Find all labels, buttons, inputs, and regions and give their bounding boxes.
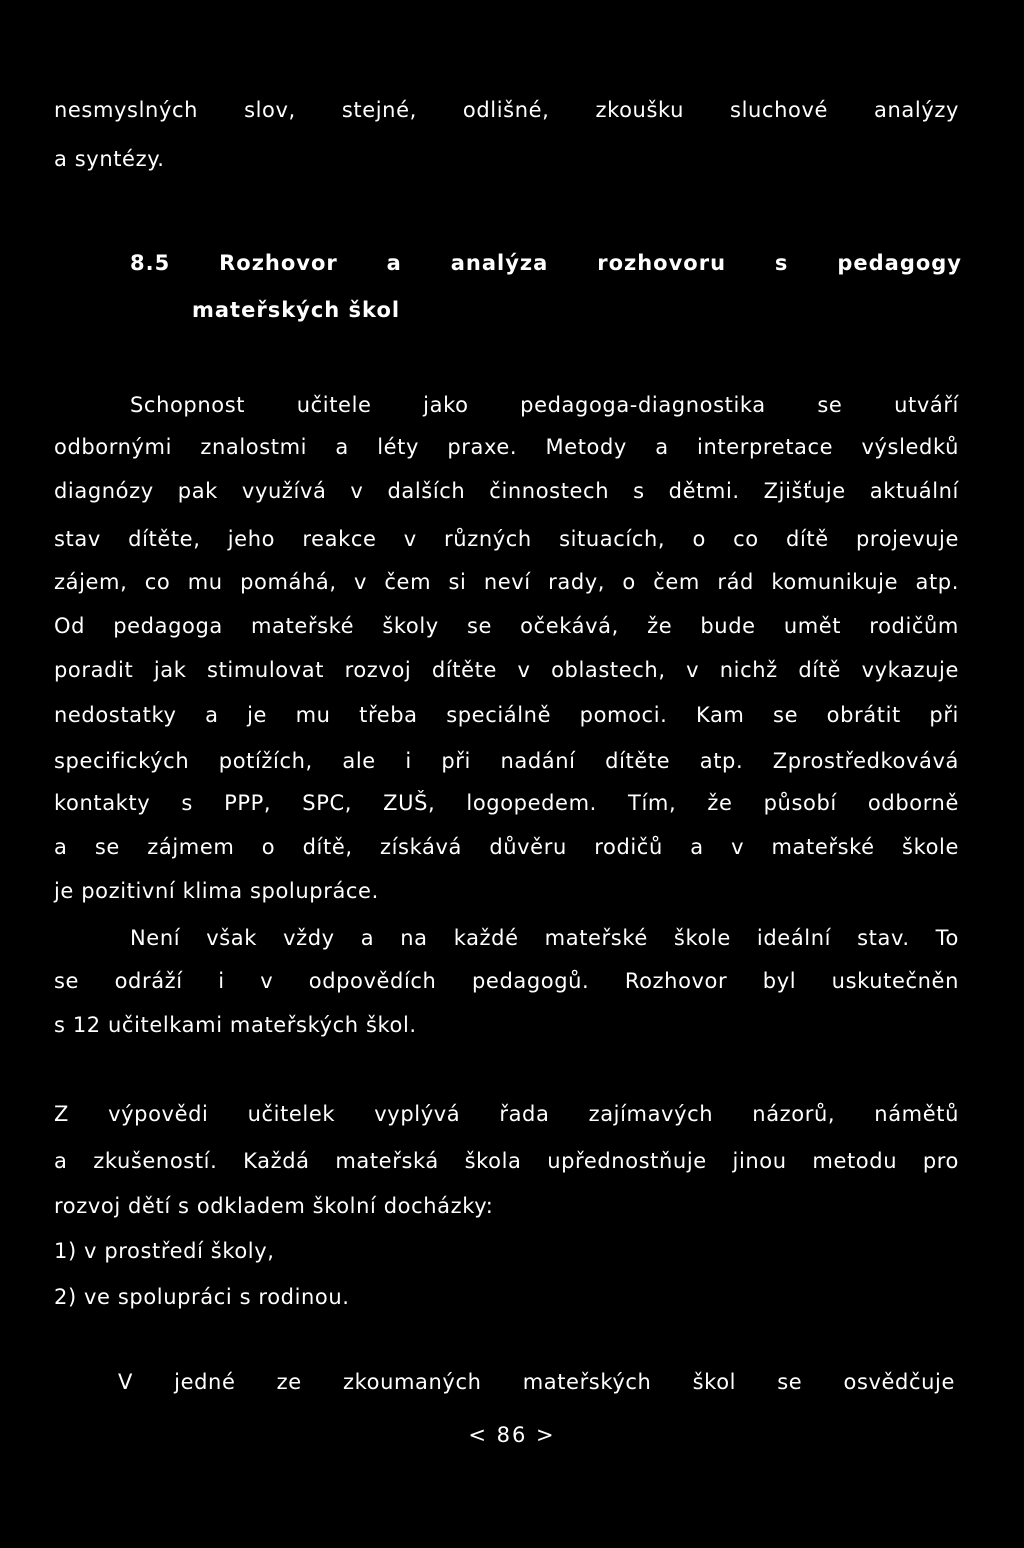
paragraph1-line-7: poradit jak stimulovat rozvoj dítěte v oblastech, v nichž dítě vykazuje — [54, 658, 959, 682]
paragraph3-line-3: rozvoj dětí s odkladem školní docházky: — [54, 1194, 494, 1218]
intro-line-1: nesmyslných slov, stejné, odlišné, zkoušku sluchové analýzy — [54, 98, 959, 122]
section-heading-line-2: mateřských škol — [192, 298, 401, 322]
paragraph2-line-1: Není však vždy a na každé mateřské škole ideální stav. To — [130, 926, 959, 950]
list-item-2: 2) ve spolupráci s rodinou. — [54, 1285, 350, 1309]
paragraph3-line-2: a zkušeností. Každá mateřská škola upřednostňuje jinou metodu pro — [54, 1149, 959, 1173]
page-number: < 86 > — [468, 1423, 556, 1447]
paragraph1-line-1: Schopnost učitele jako pedagoga-diagnostika se utváří — [130, 393, 959, 417]
paragraph1-line-9: specifických potížích, ale i při nadání dítěte atp. Zprostředkovává — [54, 749, 959, 773]
paragraph2-line-2: se odráží i v odpovědích pedagogů. Rozhovor byl uskutečněn — [54, 969, 959, 993]
paragraph1-line-4: stav dítěte, jeho reakce v různých situacích, o co dítě projevuje — [54, 527, 959, 551]
paragraph1-line-2: odbornými znalostmi a léty praxe. Metody a interpretace výsledků — [54, 435, 959, 459]
paragraph2-line-3: s 12 učitelkami mateřských škol. — [54, 1013, 417, 1037]
paragraph1-line-10: kontakty s PPP, SPC, ZUŠ, logopedem. Tím, že působí odborně — [54, 791, 959, 815]
section-heading-line-1: 8.5 Rozhovor a analýza rozhovoru s pedagogy — [130, 251, 962, 275]
paragraph4-line-1: V jedné ze zkoumaných mateřských škol se osvědčuje — [118, 1370, 955, 1394]
list-item-1: 1) v prostředí školy, — [54, 1239, 275, 1263]
paragraph1-line-8: nedostatky a je mu třeba speciálně pomoci. Kam se obrátit při — [54, 703, 959, 727]
paragraph1-line-5: zájem, co mu pomáhá, v čem si neví rady, o čem rád komunikuje atp. — [54, 570, 959, 594]
paragraph1-line-3: diagnózy pak využívá v dalších činnostech s dětmi. Zjišťuje aktuální — [54, 479, 959, 503]
paragraph1-line-6: Od pedagoga mateřské školy se očekává, že bude umět rodičům — [54, 614, 959, 638]
paragraph1-line-11: a se zájmem o dítě, získává důvěru rodičů a v mateřské škole — [54, 835, 959, 859]
paragraph3-line-1: Z výpovědi učitelek vyplývá řada zajímavých názorů, námětů — [54, 1102, 959, 1126]
intro-line-2: a syntézy. — [54, 147, 165, 171]
paragraph1-line-12: je pozitivní klima spolupráce. — [54, 879, 379, 903]
